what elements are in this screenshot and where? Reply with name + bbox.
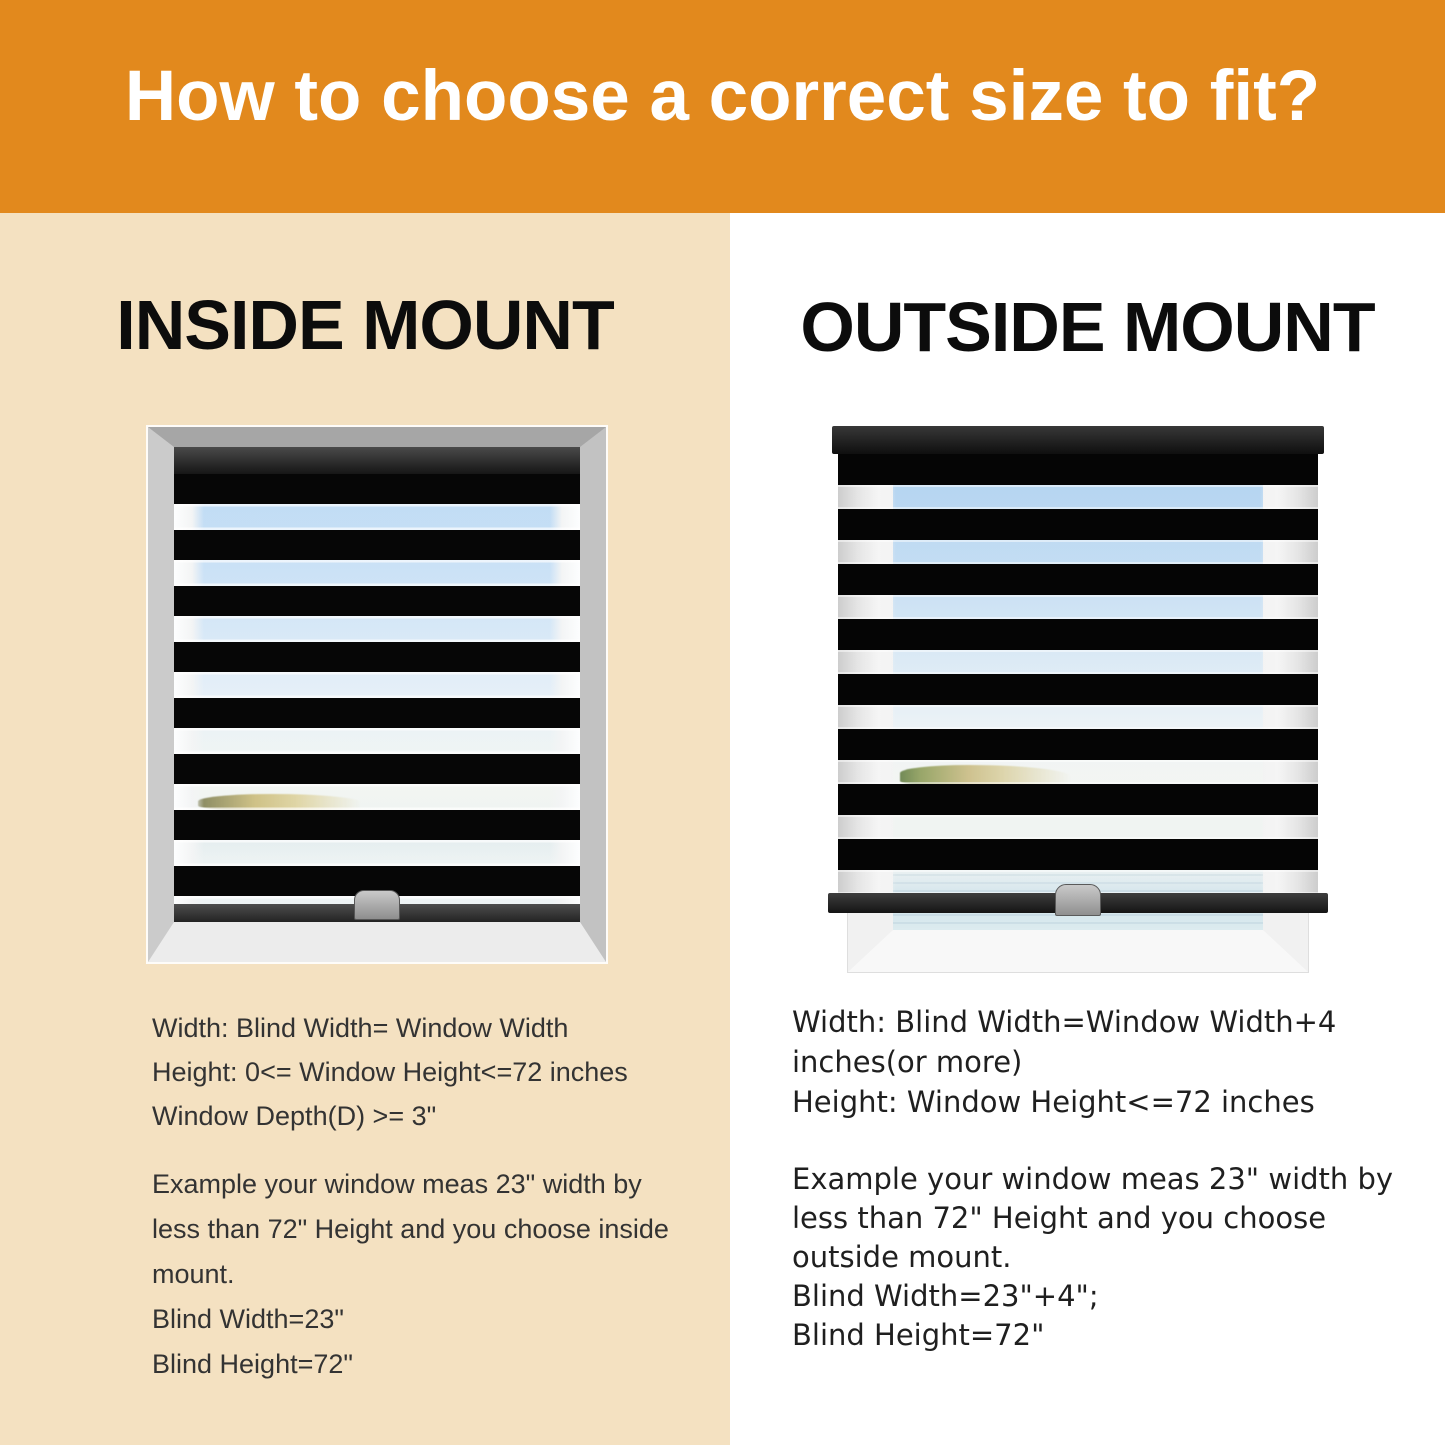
example-line: Blind Height=72" [152, 1349, 353, 1379]
pull-tab [1055, 884, 1101, 916]
spec-line: Height: 0<= Window Height<=72 inches [152, 1057, 628, 1087]
outside-window-illustration [832, 426, 1324, 972]
zebra-blind-stripes [838, 454, 1318, 893]
spec-line: inches(or more) [792, 1045, 1023, 1079]
window-frame [148, 427, 606, 962]
outside-example-text [792, 1160, 1393, 1355]
window-opening [174, 447, 580, 922]
example-line: Example your window meas 23" width by [152, 1169, 642, 1199]
inside-window-illustration [148, 427, 606, 962]
example-line: Blind Width=23"+4"; [792, 1279, 1099, 1313]
example-line: mount. [152, 1259, 235, 1289]
outside-spec-text [792, 1002, 1336, 1122]
inside-mount-heading: INSIDE MOUNT [116, 286, 614, 364]
example-line: Example your window meas 23" width by [792, 1162, 1394, 1196]
example-line: less than 72" Height and you choose inside [152, 1214, 669, 1244]
inside-example-text [152, 1162, 669, 1387]
example-line: outside mount. [792, 1240, 1012, 1274]
spec-line: Width: Blind Width= Window Width [152, 1013, 569, 1043]
spec-line: Width: Blind Width=Window Width+4 [792, 1005, 1337, 1039]
example-line: less than 72" Height and you choose [792, 1201, 1327, 1235]
blind-headrail [174, 447, 580, 474]
pull-tab [354, 890, 400, 920]
outside-mount-heading: OUTSIDE MOUNT [800, 288, 1375, 366]
zebra-blind-stripes [174, 474, 580, 904]
inside-spec-text [152, 1006, 628, 1138]
banner-title: How to choose a correct size to fit? [124, 57, 1321, 136]
banner [0, 0, 1445, 213]
blind-headrail [832, 426, 1324, 454]
spec-line: Height: Window Height<=72 inches [792, 1085, 1315, 1119]
zebra-blind [832, 426, 1324, 972]
spec-line: Window Depth(D) >= 3" [152, 1101, 437, 1131]
example-line: Blind Height=72" [792, 1318, 1045, 1352]
example-line: Blind Width=23" [152, 1304, 344, 1334]
